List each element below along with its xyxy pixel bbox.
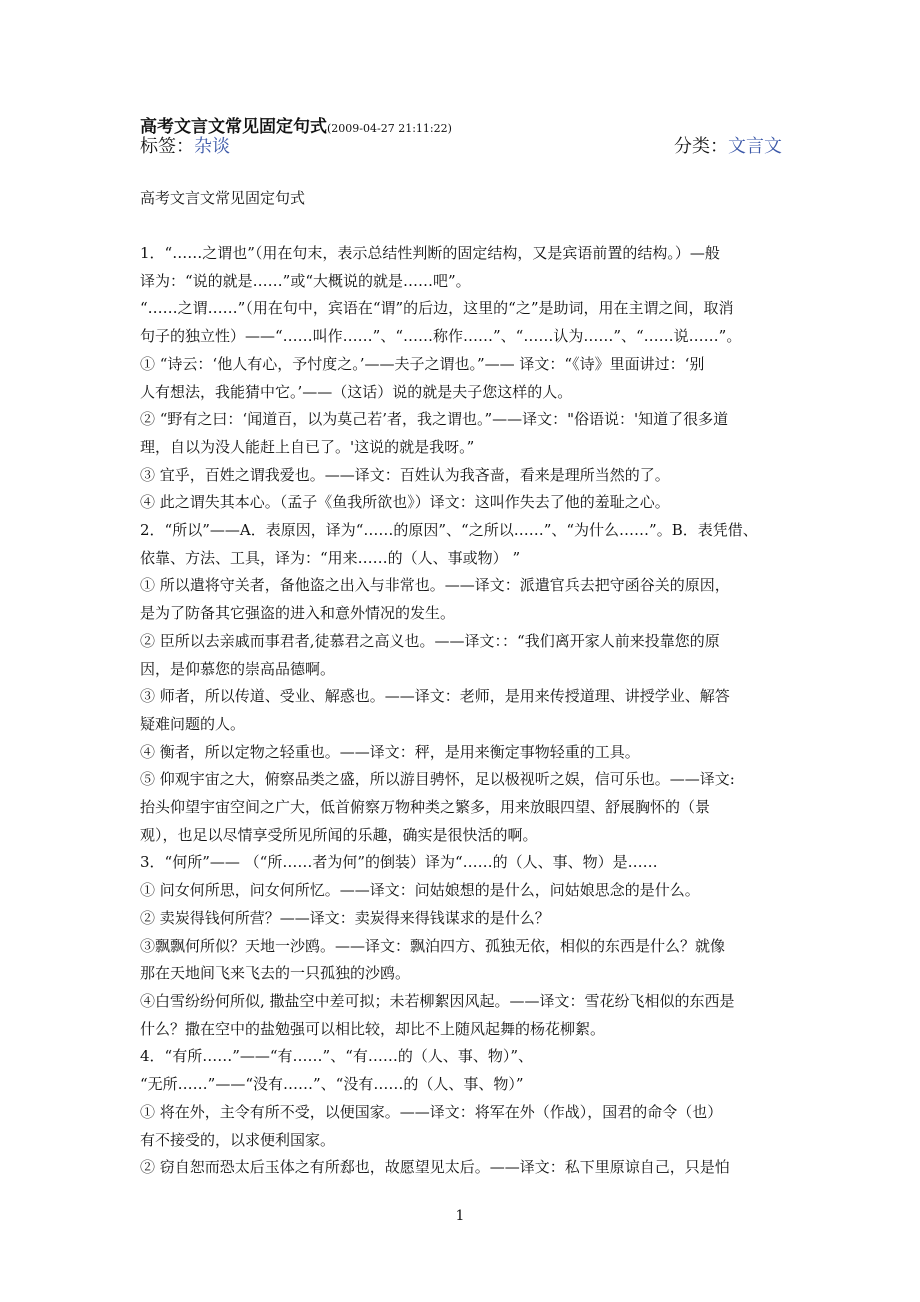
meta-row xyxy=(140,134,782,160)
category-link[interactable]: 文言文 xyxy=(728,136,782,157)
text-line: ⑤ 仰观宇宙之大，俯察品类之盛，所以游目骋怀，足以极视听之娱，信可乐也。——译文: xyxy=(140,770,735,789)
text-line: ④ 衡者，所以定物之轻重也。——译文：秤，是用来衡定事物轻重的工具。 xyxy=(140,742,640,761)
text-line: 因，是仰慕您的崇高品德啊。 xyxy=(140,659,336,678)
text-line: 3．“何所”—— （“所……者为何”的倒装）译为“……的（人、事、物）是…… xyxy=(140,853,658,872)
text-line: ② 臣所以去亲戚而事君者,徒慕君之高义也。——译文：：“我们离开家人前来投靠您的原 xyxy=(140,631,720,650)
text-line: 理，自以为没人能赶上自已了。'这说的就是我呀。” xyxy=(140,437,475,456)
text-line: 抬头仰望宇宙空间之广大，低首俯察万物种类之繁多，用来放眼四望、舒展胸怀的（景 xyxy=(140,798,711,817)
text-line: ③ 师者，所以传道、受业、解惑也。——译文：老师，是用来传授道理、讲授学业、解答 xyxy=(140,687,730,706)
text-line: ② 卖炭得钱何所营？——译文：卖炭得来得钱谋求的是什么？ xyxy=(140,908,550,927)
text-line: 那在天地间飞来飞去的一只孤独的沙鸥。 xyxy=(140,964,411,983)
text-line: ④白雪纷纷何所似, 撒盐空中差可拟；未若柳絮因风起。——译文：雪花纷飞相似的东西是 xyxy=(140,991,735,1010)
page-number: 1 xyxy=(455,1208,465,1224)
text-line: ② 窃自恕而恐太后玉体之有所郄也，故愿望见太后。——译文：私下里原谅自己，只是怕 xyxy=(140,1158,730,1177)
text-line: ④ 此之谓失其本心。（孟子《鱼我所欲也》）译文：这叫作失去了他的羞耻之心。 xyxy=(140,493,670,512)
text-line: 是为了防备其它强盗的进入和意外情况的发生。 xyxy=(140,604,456,623)
category-label: 分类： xyxy=(674,136,728,157)
text-line: ③飘飘何所似？天地一沙鸥。——译文：飘泊四方、孤独无依，相似的东西是什么？就像 xyxy=(140,936,726,955)
text-line: ① 问女何所思，问女何所忆。——译文：问姑娘想的是什么，问姑娘思念的是什么。 xyxy=(140,881,700,900)
tag-label: 标签： xyxy=(140,136,194,157)
text-line: 什么？撒在空中的盐勉强可以相比较，却比不上随风起舞的杨花柳絮。 xyxy=(140,1019,606,1038)
text-line: 观），也足以尽情享受所见所闻的乐趣，确实是很快活的啊。 xyxy=(140,825,538,844)
article-body xyxy=(140,240,786,1182)
text-line: 疑难问题的人。 xyxy=(140,714,246,733)
text-line: ② “野有之曰：‘闻道百，以为莫己若’者，我之谓也。”——译文："俗语说：'知道了很多道 xyxy=(140,410,729,429)
text-line: 人有想法，我能猜中它。’——（这话）说的就是夫子您这样的人。 xyxy=(140,382,573,401)
text-line: 依靠、方法、工具，译为：“用来……的（人、事或物） ” xyxy=(140,548,521,567)
article-timestamp: (2009-04-27 21:11:22) xyxy=(327,122,452,135)
text-line: 译为：“说的就是……”或“大概说的就是……吧”。 xyxy=(140,271,471,290)
document-subtitle: 高考文言文常见固定句式 xyxy=(140,189,306,207)
text-line: ① 将在外，主令有所不受，以便国家。——译文：将军在外（作战），国君的命令（也） xyxy=(140,1102,723,1121)
text-line: “无所……”——“没有……”、“没有……的（人、事、物）” xyxy=(140,1075,524,1094)
text-line: ① “诗云：‘他人有心，予忖度之。’——夫子之谓也。”—— 译文：“《诗》里面讲过：‘别 xyxy=(140,354,705,373)
text-line: ③ 宜乎，百姓之谓我爱也。——译文：百姓认为我吝啬，看来是理所当然的了。 xyxy=(140,465,670,484)
text-line: 4．“有所……”——“有……”、“有……的（人、事、物）”、 xyxy=(140,1047,534,1066)
category-group xyxy=(674,134,782,160)
text-line: 2．“所以”——A．表原因，译为“……的原因”、“之所以……”、“为什么……”。B．表凭借、 xyxy=(140,521,758,540)
text-line: 1．“……之谓也”（用在句末，表示总结性判断的固定结构，又是宾语前置的结构。）—般 xyxy=(140,244,720,262)
text-line: ① 所以遣将守关者，备他盗之出入与非常也。——译文：派遣官兵去把守函谷关的原因， xyxy=(140,576,730,595)
text-line: “……之谓……”（用在句中，宾语在“谓”的后边，这里的“之”是助词，用在主谓之间，取消 xyxy=(140,299,734,318)
text-line: 句子的独立性）——“……叫作……”、“……称作……”、“……认为……”、“……说……”。 xyxy=(140,327,742,346)
tag-link[interactable]: 杂谈 xyxy=(194,136,230,157)
article-title: 高考文言文常见固定句式 xyxy=(140,117,327,137)
text-line: 有不接受的，以求便利国家。 xyxy=(140,1130,336,1149)
